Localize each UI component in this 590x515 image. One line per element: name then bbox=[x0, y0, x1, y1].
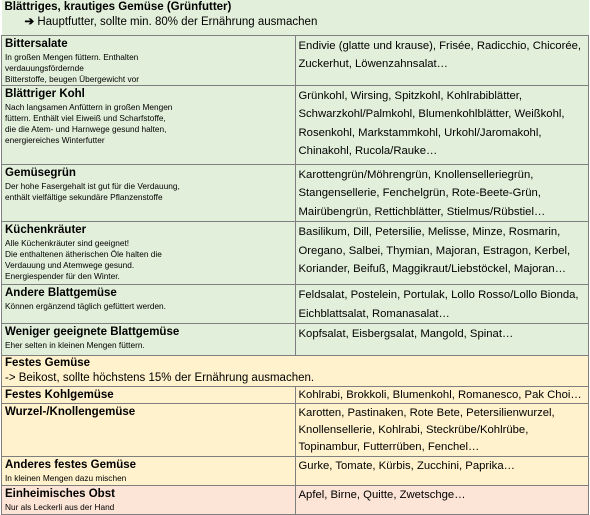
green-section-subtitle: Hauptfutter, sollte min. 80% der Ernährung ausmachen bbox=[37, 16, 318, 28]
table-row bbox=[2, 486, 589, 515]
row-desc: Können ergänzend täglich gefüttert werden. bbox=[5, 301, 166, 311]
table-row bbox=[2, 404, 589, 457]
row-items: Grünkohl, Wirsing, Spitzkohl, Kohlrabiblätter, Schwarzkohl/Palmkohl, Blumenkohlblätter, Weißkohl, Rosenkohl, Markstammkohl, Urkohl/Jaromakohl, Chinakohl, Rucola/Rauke… bbox=[298, 89, 565, 157]
row-desc: Nach langsamen Anfüttern in großen Mengen bbox=[5, 101, 173, 112]
row-name: Wurzel-/Knollengemüse bbox=[5, 406, 136, 418]
row-desc: Alle Küchenkräuter sind geeignet! bbox=[5, 238, 130, 248]
row-items: Gurke, Tomate, Kürbis, Zucchini, Paprika… bbox=[298, 460, 515, 472]
row-name: Anderes festes Gemüse bbox=[5, 459, 137, 471]
table-row bbox=[2, 35, 589, 85]
row-desc: Energiespender für den Winter. bbox=[5, 271, 120, 281]
row-name: Küchenkräuter bbox=[5, 224, 87, 236]
row-desc: Nur als Leckerli aus der Hand bbox=[5, 502, 115, 512]
table-row bbox=[2, 164, 589, 222]
row-items: Kohlrabi, Brokkoli, Blumenkohl, Romanesco, Pak Choi… bbox=[298, 389, 582, 401]
table-row bbox=[2, 222, 589, 285]
row-items: Apfel, Birne, Quitte, Zwetschge… bbox=[298, 489, 466, 501]
feeding-table bbox=[1, 0, 589, 515]
row-items: Karottengrün/Möhrengrün, Knollenselleriegrün, Stangensellerie, Fenchelgrün, Rote-Beete-Grün, Mairübengrün, Rettichblätter, Stielmus/Rübstiel… bbox=[298, 168, 546, 218]
arrow-right-icon: ➔ bbox=[24, 16, 35, 28]
row-desc: energiereiches Winterfutter bbox=[5, 134, 105, 145]
yellow-section-subtitle: -> Beikost, sollte höchstens 15% der Ernährung ausmachen. bbox=[5, 372, 315, 384]
row-desc: In kleinen Mengen dazu mischen bbox=[5, 473, 127, 483]
row-desc: Der hohe Fasergehalt ist gut für die Verdauung, bbox=[5, 180, 180, 191]
row-desc: Die enthaltenen ätherischen Öle halten die bbox=[5, 249, 162, 259]
row-name: Andere Blattgemüse bbox=[5, 287, 117, 299]
row-desc: Verdauung und Atemwege gesund. bbox=[5, 260, 135, 270]
row-name: Blättriger Kohl bbox=[5, 87, 85, 100]
row-desc: Bitterstoffe, beugen Übergewicht vor bbox=[5, 73, 140, 84]
table-row bbox=[2, 85, 589, 164]
row-desc: verdauungsfördernde bbox=[5, 62, 84, 73]
row-items: Feldsalat, Postelein, Portulak, Lollo Rosso/Lollo Bionda, Eichblattsalat, Romanasalat… bbox=[298, 289, 579, 320]
row-items: Basilikum, Dill, Petersilie, Melisse, Minze, Rosmarin, Oregano, Salbei, Thymian, Majoran, Estragon, Kerbel, Koriander, Beifuß, Maggikraut/Liebstöckel, Majoran… bbox=[298, 226, 571, 275]
row-items: Endivie (glatte und krause), Frisée, Radicchio, Chicorée, Zuckerhut, Löwenzahnsalat… bbox=[298, 39, 582, 70]
row-items: Kopfsalat, Eisbergsalat, Mangold, Spinat… bbox=[298, 328, 514, 340]
row-items: Karotten, Pastinaken, Rote Bete, Petersilienwurzel, Knollensellerie, Kohlrabi, Steckrübe/Kohlrübe, Topinambur, Futterrüben, Fenchel… bbox=[298, 407, 555, 453]
yellow-section-title: Festes Gemüse bbox=[5, 357, 91, 369]
table-row bbox=[2, 457, 589, 486]
table-row bbox=[2, 324, 589, 356]
table-row bbox=[2, 285, 589, 324]
row-desc: füttern. Enthält viel Eiweiß und Scharfstoffe, bbox=[5, 112, 166, 123]
row-desc: enthält vielfältige sekundäre Pflanzenstoffe bbox=[5, 191, 163, 202]
yellow-section-header bbox=[2, 356, 589, 387]
row-name: Bittersalate bbox=[5, 37, 68, 50]
green-section-header bbox=[2, 0, 589, 35]
row-desc: In großen Mengen füttern. Enthalten bbox=[5, 51, 139, 62]
row-desc: Eher selten in kleinen Mengen füttern. bbox=[5, 340, 145, 350]
row-desc: die die Atem- und Harnwege gesund halten, bbox=[5, 123, 167, 134]
row-name: Einheimisches Obst bbox=[5, 488, 115, 500]
row-name: Weniger geeignete Blattgemüse bbox=[5, 326, 180, 338]
green-section-title: Blättriges, krautiges Gemüse (Grünfutter) bbox=[4, 1, 232, 13]
row-name: Gemüsegrün bbox=[5, 166, 76, 179]
row-name: Festes Kohlgemüse bbox=[5, 389, 114, 401]
table-row bbox=[2, 387, 589, 404]
